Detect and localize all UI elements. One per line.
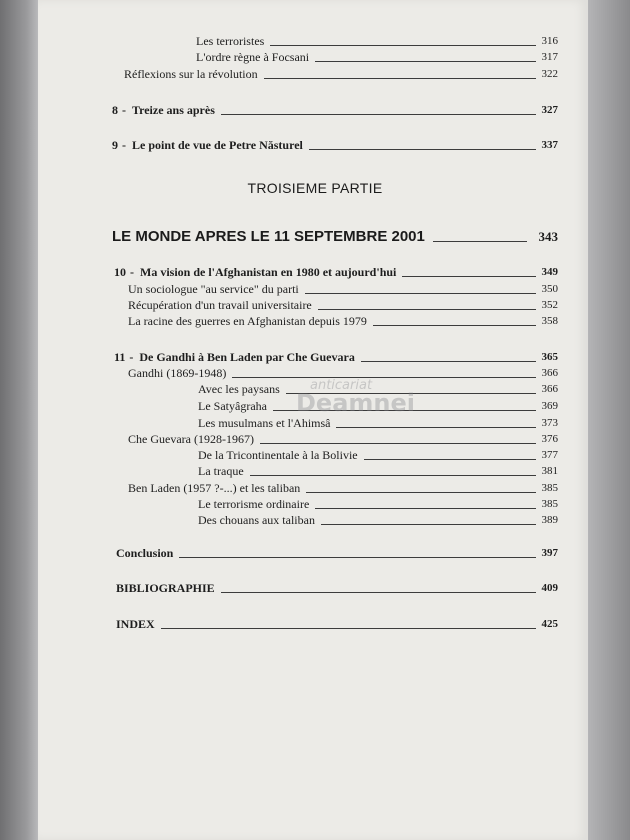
chapter-number: 10	[114, 265, 126, 279]
chapter-heading	[112, 103, 215, 117]
toc-chapter-8	[112, 103, 558, 117]
toc-conclusion	[116, 546, 558, 560]
chapter-dash: -	[122, 138, 126, 152]
toc-entry	[128, 481, 558, 495]
toc-entry-label: Ben Laden (1957 ?-...) et les taliban	[128, 481, 301, 495]
part-heading: TROISIEME PARTIE	[247, 180, 383, 196]
toc-entry-page: 381	[541, 465, 558, 477]
book-gutter-left	[0, 0, 38, 840]
toc-leader	[364, 459, 536, 460]
chapter-number: 9	[112, 138, 118, 152]
toc-entry-page: 397	[541, 547, 558, 559]
toc-leader	[250, 475, 536, 476]
toc-bibliographie	[116, 581, 558, 595]
toc-chapter-10	[114, 265, 558, 279]
chapter-number: 8	[112, 103, 118, 117]
toc-entry-page: 337	[541, 139, 558, 151]
toc-leader	[315, 61, 535, 62]
toc-index	[116, 617, 558, 631]
toc-entry	[128, 314, 558, 328]
watermark-main: Deamnei	[296, 389, 415, 417]
toc-entry	[198, 399, 558, 413]
toc-entry-label: Réflexions sur la révolution	[124, 67, 258, 81]
toc-entry	[124, 67, 558, 81]
toc-entry	[128, 366, 558, 380]
toc-entry-label: Des chouans aux taliban	[198, 513, 315, 527]
toc-entry-label: Avec les paysans	[198, 382, 280, 396]
toc-entry-page: 425	[541, 618, 558, 630]
toc-entry-page: 352	[541, 299, 558, 311]
toc-entry-label: La racine des guerres en Afghanistan depuis 1979	[128, 314, 367, 328]
toc-leader	[315, 508, 535, 509]
toc-entry-page: 385	[541, 482, 558, 494]
toc-leader	[321, 524, 536, 525]
toc-entry-label: BIBLIOGRAPHIE	[116, 581, 215, 595]
toc-entry-label: Che Guevara (1928-1967)	[128, 432, 254, 446]
chapter-title: Le point de vue de Petre Năsturel	[132, 138, 303, 152]
chapter-heading	[114, 350, 355, 364]
toc-leader	[305, 293, 536, 294]
toc-entry-page: 366	[541, 383, 558, 395]
book-edge-right	[588, 0, 630, 840]
chapter-heading	[112, 138, 303, 152]
toc-chapter-11	[114, 350, 558, 364]
toc-leader	[373, 325, 536, 326]
chapter-dash: -	[129, 350, 134, 364]
toc-entry-page: 350	[541, 283, 558, 295]
chapter-number: 11	[114, 350, 126, 364]
toc-entry-page: 365	[541, 351, 558, 363]
toc-entry	[128, 298, 558, 312]
toc-leader	[318, 309, 536, 310]
toc-entry-page: 349	[541, 266, 558, 278]
toc-entry-label: Conclusion	[116, 546, 174, 560]
watermark-top: anticariat	[310, 378, 373, 393]
part-title-page: 343	[538, 229, 558, 244]
toc-entry	[198, 464, 558, 478]
toc-leader	[270, 45, 535, 46]
toc-entry-label: Le terrorisme ordinaire	[198, 497, 310, 511]
toc-leader	[221, 114, 536, 115]
toc-entry	[198, 497, 558, 511]
toc-entry-page: 366	[541, 367, 558, 379]
toc-leader	[286, 393, 536, 394]
toc-leader	[179, 557, 535, 558]
toc-entry-label: Un sociologue "au service" du parti	[128, 282, 299, 296]
toc-entry-label: De la Tricontinentale à la Bolivie	[198, 448, 358, 462]
toc-entry-page: 377	[541, 449, 558, 461]
toc-entry	[196, 34, 558, 48]
chapter-heading	[114, 265, 396, 279]
chapter-dash: -	[130, 265, 134, 279]
toc-entry-label: Les terroristes	[196, 34, 265, 48]
toc-entry-page: 389	[541, 514, 558, 526]
toc-entry	[198, 513, 558, 527]
toc-entry-page: 376	[541, 433, 558, 445]
toc-entry-label: Gandhi (1869-1948)	[128, 366, 227, 380]
toc-leader	[273, 410, 536, 411]
toc-entry-page: 369	[541, 400, 558, 412]
chapter-title: Ma vision de l'Afghanistan en 1980 et aujourd'hui	[140, 265, 397, 279]
toc-entry-page: 358	[541, 315, 558, 327]
toc-entry	[128, 432, 558, 446]
toc-entry	[198, 448, 558, 462]
toc-leader	[264, 78, 536, 79]
toc-entry-label: Récupération d'un travail universitaire	[128, 298, 312, 312]
toc-chapter-9	[112, 138, 558, 152]
toc-entry-label: INDEX	[116, 617, 155, 631]
toc-entry-page: 316	[541, 35, 558, 47]
toc-leader	[306, 492, 535, 493]
toc-leader	[361, 361, 536, 362]
toc-leader	[260, 443, 536, 444]
toc-leader	[402, 276, 535, 277]
toc-entry	[196, 50, 558, 64]
toc-leader	[232, 377, 535, 378]
part-title-label: LE MONDE APRES LE 11 SEPTEMBRE 2001	[112, 228, 425, 245]
toc-entry-page: 322	[541, 68, 558, 80]
toc-entry	[128, 282, 558, 296]
toc-entry-page: 373	[541, 417, 558, 429]
toc-leader	[161, 628, 536, 629]
toc-entry	[198, 382, 558, 396]
toc-leader	[433, 241, 527, 242]
toc-entry-label: Le Satyâgraha	[198, 399, 267, 413]
toc-entry-label: Les musulmans et l'Ahimsâ	[198, 416, 331, 430]
toc-leader	[309, 149, 536, 150]
toc-entry-page: 317	[541, 51, 558, 63]
toc-entry-label: L'ordre règne à Focsani	[196, 50, 310, 64]
toc-entry-page: 409	[541, 582, 558, 594]
chapter-title: Treize ans après	[132, 103, 215, 117]
toc-entry-page: 385	[541, 498, 558, 510]
toc-leader	[221, 592, 536, 593]
chapter-dash: -	[122, 103, 126, 117]
part-title	[112, 228, 558, 245]
toc-leader	[336, 427, 535, 428]
toc-entry-page: 327	[541, 104, 558, 116]
toc-entry-label: La traque	[198, 464, 244, 478]
chapter-title: De Gandhi à Ben Laden par Che Guevara	[139, 350, 355, 364]
toc-entry	[198, 416, 558, 430]
